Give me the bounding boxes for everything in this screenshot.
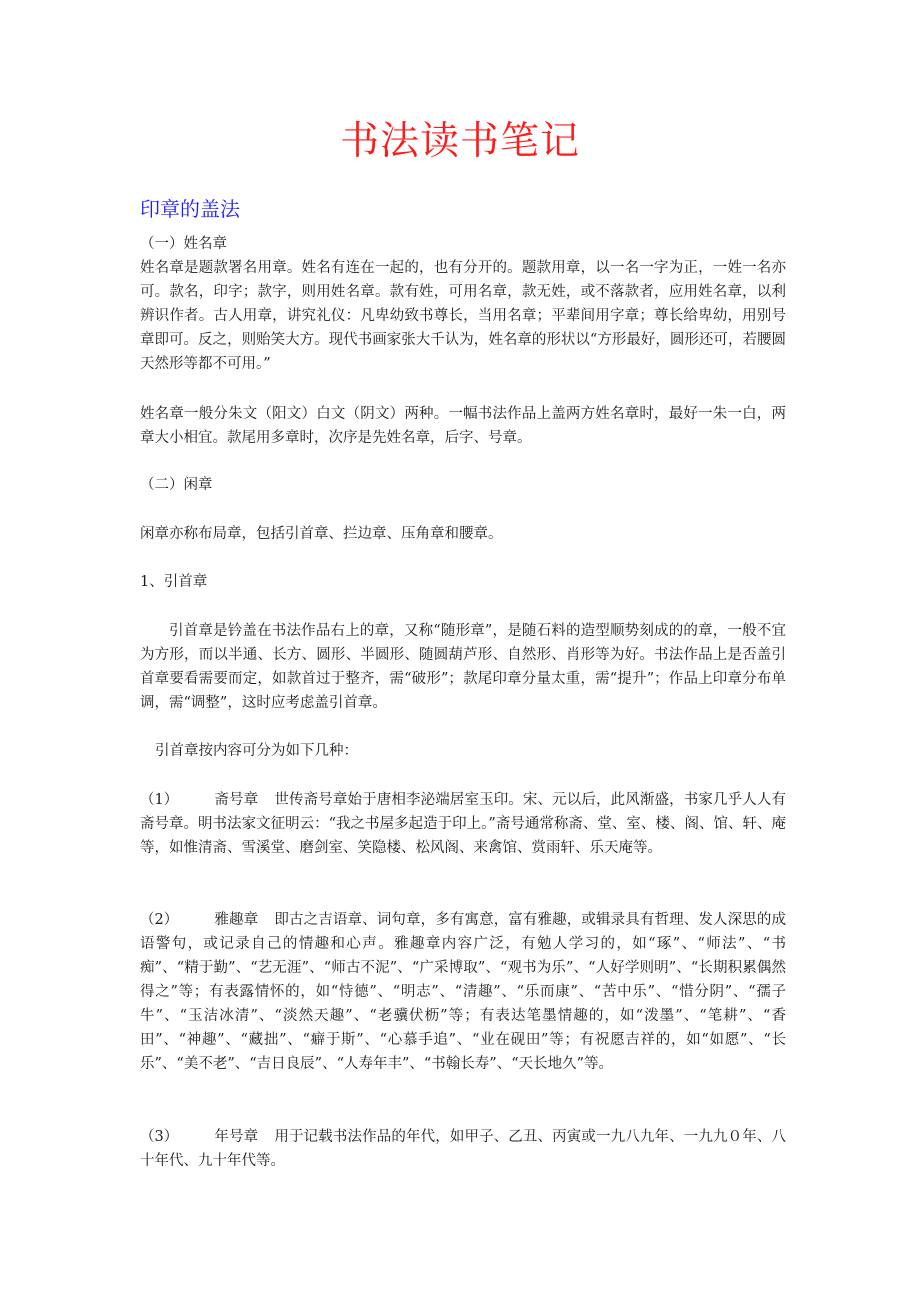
paragraph-name-seal: 姓名章是题款署名用章。姓名有连在一起的，也有分开的。题款用章，以一名一字为正，一姓一名亦可。款名，印字；款字，则用姓名章。款有姓，可用名章，款无姓，或不落款者，应用姓名章，以利辨识作者。古人用章，讲究礼仪：凡卑幼致书尊长，当用名章；平辈间用字章；尊长给卑幼，用别号章即可。反之，则贻笑大方。现代书画家张大千认为，姓名章的形状以“方形最好，圆形还可，若腰圆天然形等都不可用。” [140,260,786,372]
paragraph-name-seal-types: 姓名章一般分朱文（阳文）白文（阴文）两种。一幅书法作品上盖两方姓名章时，最好一朱一白，两章大小相宜。款尾用多章时，次序是先姓名章，后字、号章。 [140,406,786,446]
paragraph-lead-seal: 引首章是钤盖在书法作品右上的章，又称“随形章”，是随石料的造型顺势刻成的的章，一般不宜为方形，而以半通、长方、圆形、半圆形、随圆葫芦形、自然形、肖形等为好。书法作品上是否盖引首章要看需要而定，如款首过于整齐，需“破形”；款尾印章分量太重，需“提升”；作品上印章分布单调，需“调整”，这时应考虑盖引首章。 [140,623,786,711]
item-number: （3） [140,1129,179,1145]
item-name: 斋号章 [214,792,259,808]
subsection-label-name-seal: （一）姓名章 [140,236,227,252]
item-text: 即古之吉语章、词句章，多有寓意，富有雅趣，或辑录具有哲理、发人深思的成语警句，或记录自己的情趣和心声。雅趣章内容广泛，有勉人学习的，如“琢”、“师法”、“书痴”、“精于勤”、“艺无涯”、“师古不泥”、“广采博取”、“观书为乐”、“人好学则明”、“长期积累偶然得之”等；有表露情怀的，如“恃德”、“明志”、“清趣”、“乐而康”、“苦中乐”、“惜分阴”、“孺子牛”、“玉洁冰清”、“淡然天趣”、“老骥伏枥”等；有表达笔墨情趣的，如“泼墨”、“笔耕”、“香田”、“神趣”、“藏拙”、“癖于斯”、“心慕手追”、“业在砚田”等；有祝愿吉祥的，如“如愿”、“长乐”、“美不老”、“吉日良辰”、“人寿年丰”、“书翰长寿”、“天长地久”等。 [140,912,787,1072]
list-item-elegant-seal [140,908,786,1076]
item-name: 雅趣章 [214,912,259,928]
subsection-label-leisure-seal: （二）闲章 [140,477,213,493]
paragraph-lead-seal-kinds: 引首章按内容可分为如下几种： [155,743,358,759]
section-heading: 印章的盖法 [140,197,240,221]
list-item-year-seal [140,1125,786,1173]
item-number: （1） [140,792,179,808]
item-text: 世传斋号章始于唐相李泌端居室玉印。宋、元以后，此风渐盛，书家几乎人人有斋号章。明书法家文征明云：“我之书屋多起造于印上。”斋号通常称斋、堂、室、楼、阁、馆、轩、庵等，如惟清斋、雪溪堂、磨剑室、笑隐楼、松风阁、来禽馆、赏雨轩、乐天庵等。 [140,792,787,856]
item-name: 年号章 [214,1129,259,1145]
list-item-studio-seal [140,788,786,860]
paragraph-leisure-seal: 闲章亦称布局章，包括引首章、拦边章、压角章和腰章。 [140,526,503,542]
item-number: （2） [140,912,179,928]
document-title: 书法读书笔记 [339,119,580,164]
subsection-label-lead-seal: 1、引首章 [140,574,208,590]
item-text: 用于记载书法作品的年代，如甲子、乙丑、丙寅或一九八九年、一九九０年、八十年代、九十年代等。 [140,1129,787,1169]
